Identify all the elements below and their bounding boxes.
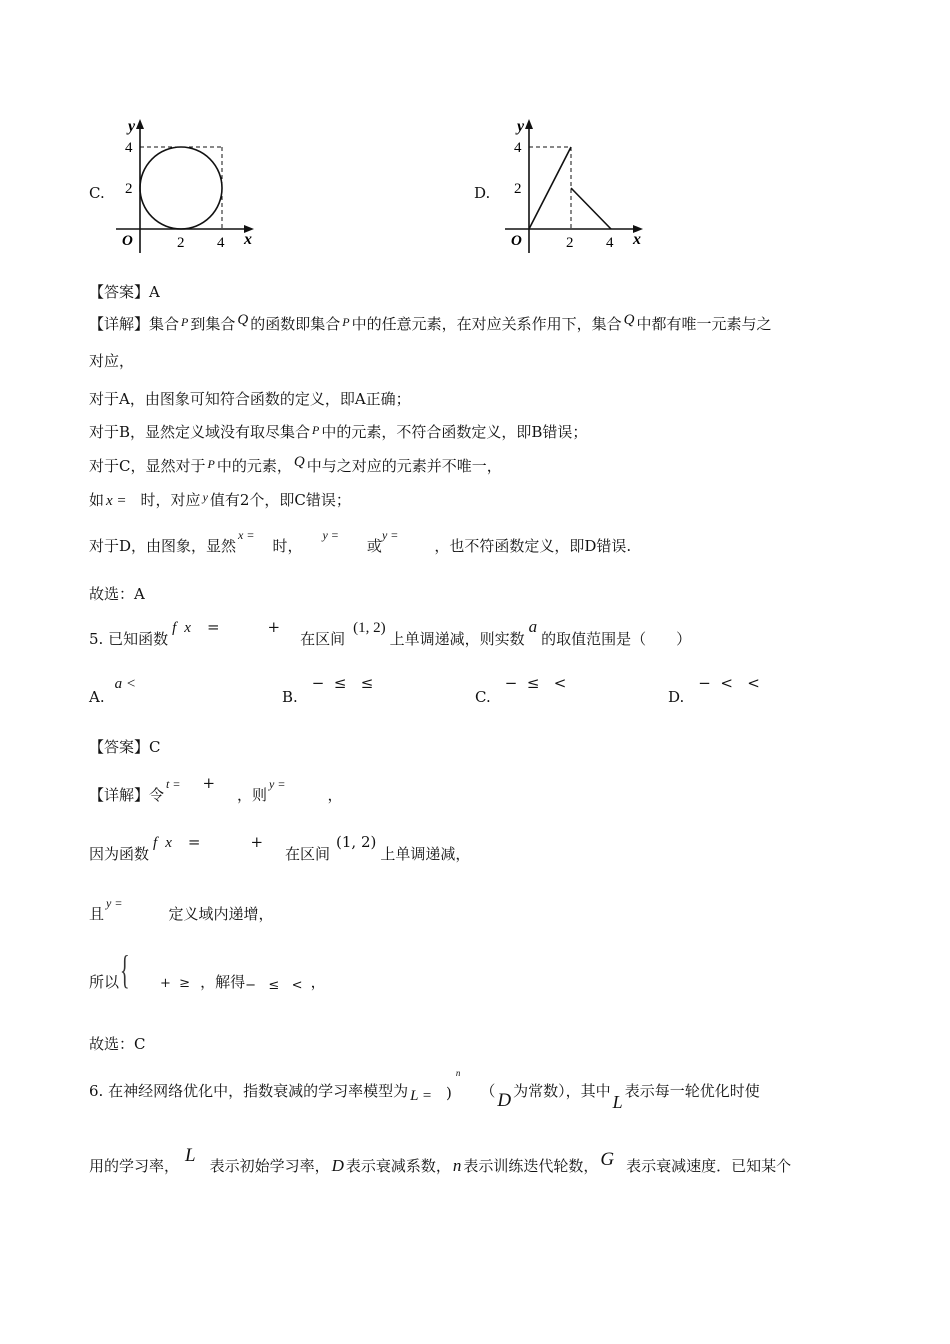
figure-c-origin: O (122, 233, 133, 249)
option-expr: − ≤ < (504, 674, 567, 692)
q4-option-d-analysis (89, 528, 632, 556)
option-expr: a < (114, 676, 136, 692)
text: 上单调递减，则实数 (389, 630, 525, 648)
text: 对于D，由图象，显然 (89, 537, 237, 555)
math-x-eq: x = (106, 493, 127, 509)
q5-answer: 【答案】C (89, 738, 161, 756)
figure-d-graph (497, 116, 647, 261)
text: 用的学习率， (89, 1157, 180, 1175)
option-label: C. (475, 688, 491, 706)
text: 表示每一轮优化时使 (624, 1082, 760, 1100)
figure-c-y-arrow (136, 119, 144, 129)
math-eq: = (206, 618, 220, 636)
text: 对于B，显然定义域没有取尽集合 (89, 423, 311, 441)
figure-d-segment-2 (571, 188, 611, 229)
math-P: P (181, 315, 189, 329)
figure-d-segment-1 (529, 147, 571, 229)
text: 因为函数 (89, 845, 150, 863)
text: 表示衰减系数， (345, 1157, 451, 1175)
text: ，也不符函数定义，即D错误. (434, 537, 632, 555)
text: 6. 在神经网络优化中，指数衰减的学习率模型为 (89, 1082, 409, 1100)
option-c-label: C. (89, 184, 105, 202)
figure-c-x-label: x (244, 231, 252, 248)
text: 定义域内递增， (168, 905, 274, 923)
figure-d-origin: O (511, 233, 522, 249)
text: ， (310, 973, 326, 991)
q4-answer: 【答案】A (89, 283, 160, 301)
math-f: f (172, 620, 177, 636)
option-label: B. (282, 688, 298, 706)
math-L0: L (185, 1145, 196, 1166)
option-expr: − < < (698, 674, 760, 692)
math-x: x (165, 835, 172, 851)
math-L-eq: L = (410, 1088, 433, 1104)
q5-because (89, 833, 471, 864)
text: 的取值范围是（ ） (541, 630, 692, 648)
math-Q: Q (293, 454, 305, 470)
math-y-eq: y = (322, 528, 339, 542)
text: ， (327, 786, 343, 804)
q4-option-b-analysis (89, 421, 587, 442)
text: 且 (89, 905, 105, 923)
figure-d-x-tick-4: 4 (606, 235, 614, 251)
math-x: x (184, 620, 191, 636)
figure-d-y-label: y (517, 118, 525, 135)
figure-d-x-tick-2: 2 (566, 235, 574, 251)
text: 5. 已知函数 (89, 630, 169, 648)
math-L: L (612, 1092, 623, 1112)
q5-option-d[interactable] (668, 674, 760, 706)
math-eq: = (187, 833, 201, 851)
math-y: y (202, 490, 208, 504)
text: 时， (272, 537, 303, 555)
math-D: D (331, 1156, 344, 1175)
figure-c-x-tick-2: 2 (177, 235, 185, 251)
math-n: n (452, 1156, 462, 1175)
math-a: a (528, 617, 538, 636)
math-paren: ) (446, 1084, 452, 1102)
figure-c-y-tick-4: 4 (125, 140, 133, 156)
math-plus: + (250, 833, 264, 851)
figure-d-y-arrow (525, 119, 533, 129)
system-brace: { (120, 947, 130, 992)
figure-d-y-tick-2: 2 (514, 181, 522, 197)
text: 中的元素，不符合函数定义，即B错误； (321, 423, 588, 441)
text: （ (480, 1082, 496, 1100)
math-P: P (207, 457, 215, 471)
figure-c-x-tick-4: 4 (217, 235, 225, 251)
text: 如 (89, 491, 105, 509)
math-y-eq: y = (106, 896, 123, 910)
text: ，解得 (200, 973, 246, 991)
text: 或 (366, 537, 382, 555)
math-interval: (1, 2) (336, 833, 377, 851)
q5-and (89, 896, 274, 924)
q5-option-b[interactable] (282, 674, 374, 706)
math-x-eq: x = (238, 528, 255, 542)
text: 为常数），其中 (513, 1082, 611, 1100)
text: 的函数即集合 (250, 315, 341, 333)
q6-line1 (89, 1068, 760, 1112)
math-plus: + (267, 618, 281, 636)
q5-so (89, 958, 120, 991)
math-t-eq: t = (166, 777, 181, 791)
option-d-label: D. (474, 184, 491, 202)
text: 中的元素， (216, 457, 292, 475)
q4-conclusion: 故选：A (89, 585, 145, 603)
math-D: D (497, 1090, 512, 1111)
text: 值有2个，即C错误； (209, 491, 351, 509)
q5-detail (89, 774, 343, 805)
text: 在区间 (285, 845, 331, 863)
math-inequality: + ≥ (160, 976, 191, 991)
option-label: D. (668, 688, 685, 706)
text: 在区间 (300, 630, 346, 648)
text: 对于C，显然对于 (89, 457, 206, 475)
text: 中都有唯一元素与之 (636, 315, 772, 333)
text: 中与之对应的元素并不唯一， (306, 457, 502, 475)
math-n: n (455, 1068, 461, 1078)
text: 表示衰减速度．已知某个 (626, 1157, 792, 1175)
text: 【详解】集合 (89, 315, 180, 333)
q4-detail-line1 (89, 313, 771, 334)
text: 所以 (89, 973, 120, 991)
text: 表示训练迭代轮数， (463, 1157, 599, 1175)
text: 时，对应 (140, 491, 201, 509)
math-y-eq: y = (381, 528, 399, 542)
math-f: f (153, 835, 158, 851)
q4-option-c-analysis (89, 455, 502, 476)
q5-stem (89, 617, 692, 649)
figure-c-y-tick-2: 2 (125, 181, 133, 197)
math-G: G (600, 1149, 615, 1170)
option-label: A. (89, 688, 105, 706)
figure-c-y-label: y (128, 118, 136, 135)
q4-option-a-analysis: 对于A，由图象可知符合函数的定义，即A正确； (89, 390, 411, 408)
q5-conclusion: 故选：C (89, 1035, 146, 1053)
q4-option-c-example (89, 489, 351, 510)
q5-so-tail (160, 971, 326, 992)
q5-option-c[interactable] (475, 674, 567, 706)
option-expr: − ≤ ≤ (311, 674, 374, 692)
math-P: P (342, 315, 350, 329)
figure-d-x-label: x (633, 231, 641, 248)
figure-d-y-tick-4: 4 (514, 140, 522, 156)
figure-c-circle (140, 147, 222, 229)
text: 上单调递减， (380, 845, 471, 863)
math-interval: (1, 2) (353, 620, 386, 636)
q5-option-a[interactable] (89, 676, 136, 707)
math-y-eq: y = (269, 777, 286, 791)
text: ，则 (237, 786, 268, 804)
math-result: − ≤ < (245, 978, 303, 993)
q6-line2 (89, 1145, 792, 1177)
math-plus: + (202, 774, 216, 792)
math-P: P (312, 423, 320, 437)
text: 到集合 (190, 315, 236, 333)
math-Q: Q (237, 312, 249, 328)
text: 中的任意元素，在对应关系作用下，集合 (351, 315, 622, 333)
math-Q: Q (623, 312, 635, 328)
figure-c-graph (108, 116, 258, 261)
q4-detail-line2: 对应， (89, 352, 135, 370)
text: 表示初始学习率， (209, 1157, 330, 1175)
text: 【详解】令 (89, 786, 165, 804)
